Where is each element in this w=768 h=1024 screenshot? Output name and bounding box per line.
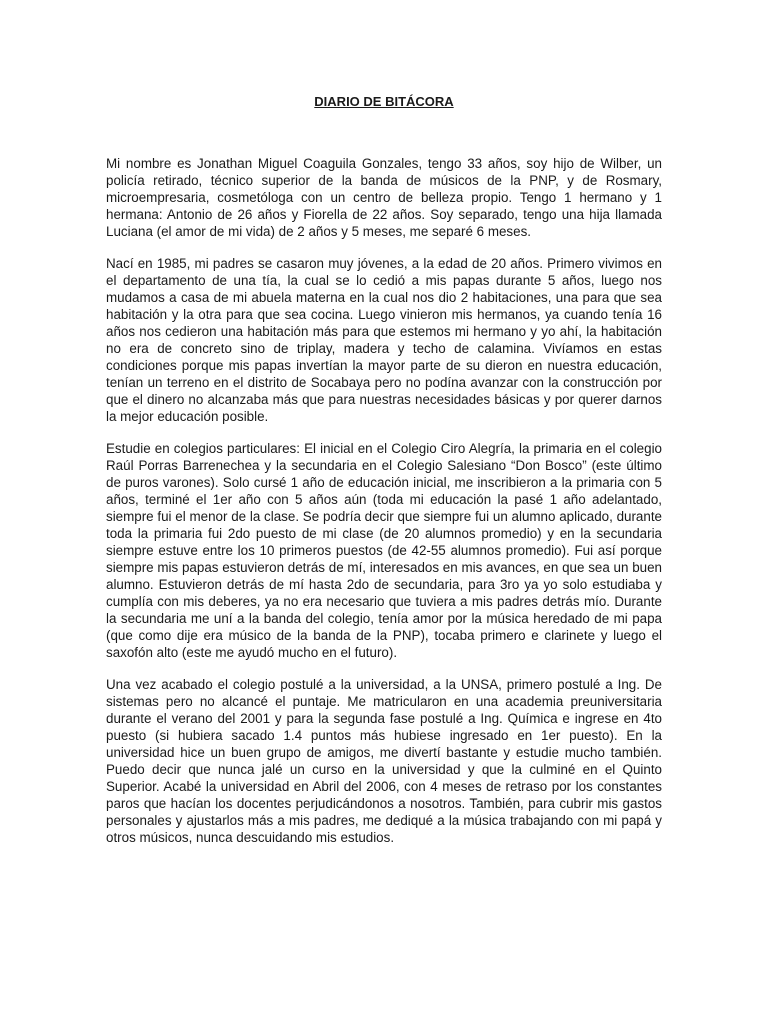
paragraph-schooling: Estudie en colegios particulares: El inicial en el Colegio Ciro Alegría, la primaria en el colegio Raúl Porras Barrenechea y la secundaria en el Colegio Salesiano “Don Bosco” (este último de puros varones). Solo cursé 1 año de educación inicial, me inscribieron a la primaria con 5 años, terminé el 1er año con 5 años aún (toda mi educación la pasé 1 año adelantado, siempre fui el menor de la clase. Se podría decir que siempre fui un alumno aplicado, durante toda la primaria fui 2do puesto de mi clase (de 20 alumnos promedio) y en la secundaria siempre estuve entre los 10 primeros puestos (de 42-55 alumnos promedio). Fui así porque siempre mis papas estuvieron detrás de mí, interesados en mis avances, en que sea un buen alumno. Estuvieron detrás de mí hasta 2do de secundaria, para 3ro ya yo solo estudiaba y cumplía con mis deberes, ya no era necesario que tuviera a mis padres detrás mío. Durante la secundaria me uní a la banda del colegio, tenía amor por la música heredado de mi papa (que como dije era músico de la banda de la PNP), tocaba primero e clarinete y luego el saxofón alto (este me ayudó mucho en el futuro). xyxy=(106,441,662,660)
paragraph-university: Una vez acabado el colegio postulé a la universidad, a la UNSA, primero postulé a Ing. De sistemas pero no alcancé el puntaje. Me matricularon en una academia preuniversitaria durante el verano del 2001 y para la segunda fase postulé a Ing. Química e ingrese en 4to puesto (si hubiera sacado 1.4 puntos más hubiese ingresado en 1er puesto). En la universidad hice un buen grupo de amigos, me divertí bastante y estudie mucho también. Puedo decir que nunca jalé un curso en la universidad y que la culminé en el Quinto Superior. Acabé la universidad en Abril del 2006, con 4 meses de retraso por los constantes paros que hacían los docentes perjudicándonos a nosotros. También, para cubrir mis gastos personales y ajustarlos más a mis padres, me dediqué a la música trabajando con mi papá y otros músicos, nunca descuidando mis estudios. xyxy=(106,677,662,845)
paragraph-childhood: Nací en 1985, mi padres se casaron muy jóvenes, a la edad de 20 años. Primero vivimos en el departamento de una tía, la cual se lo cedió a mis papas durante 5 años, luego nos mudamos a casa de mi abuela materna en la cual nos dio 2 habitaciones, una para que sea habitación y la otra para que sea cocina. Luego vinieron mis hermanos, ya cuando tenía 16 años nos cedieron una habitación más para que estemos mi hermano y yo ahí, la habitación no era de concreto sino de triplay, madera y techo de calamina. Vivíamos en estas condiciones porque mis papas invertían la mayor parte de su dieron en nuestra educación, tenían un terreno en el distrito de Socabaya pero no podína avanzar con la construcción por que el dinero no alcanzaba más que para nuestras necesidades básicas y por querer darnos la mejor educación posible. xyxy=(106,256,662,424)
paragraph-personal-info: Mi nombre es Jonathan Miguel Coaguila Gonzales, tengo 33 años, soy hijo de Wilber, un policía retirado, técnico superior de la banda de músicos de la PNP, y de Rosmary, microempresaria, cosmetóloga con un centro de belleza propio. Tengo 1 hermano y 1 hermana: Antonio de 26 años y Fiorella de 22 años. Soy separado, tengo una hija llamada Luciana (el amor de mi vida) de 2 años y 5 meses, me separé 6 meses. xyxy=(106,156,662,239)
document-title: DIARIO DE BITÁCORA xyxy=(314,94,454,109)
document-page xyxy=(106,0,662,846)
